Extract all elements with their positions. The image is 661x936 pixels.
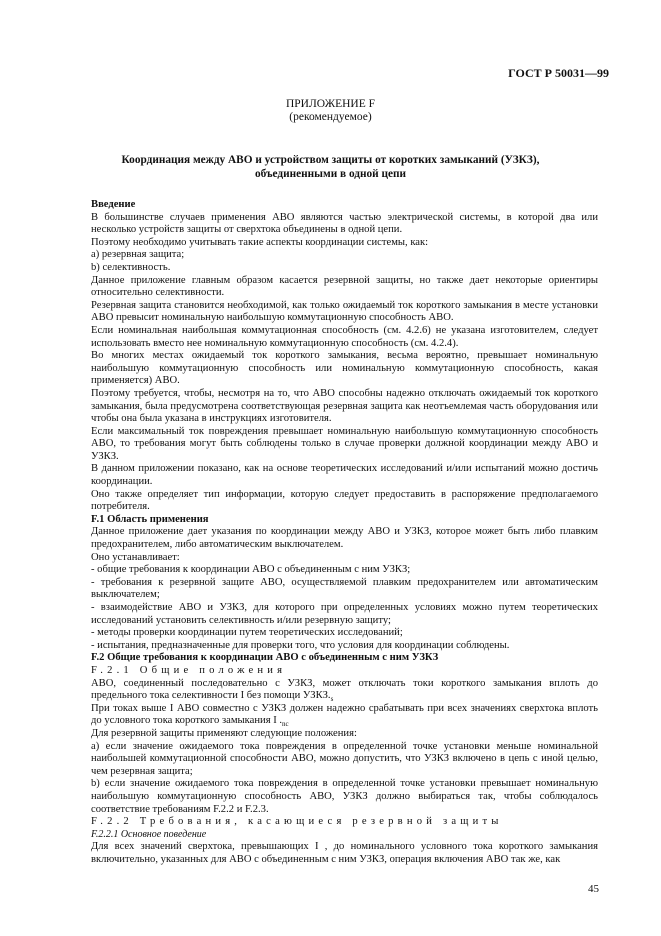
paragraph: Оно устанавливает: xyxy=(91,551,180,563)
section-title-line-1: Координация между АВО и устройством защиты от коротких замыканий (УЗКЗ), xyxy=(121,154,540,166)
paragraph xyxy=(91,678,598,703)
heading-introduction: Введение xyxy=(91,199,136,210)
paragraph xyxy=(91,703,598,728)
document-header: ГОСТ Р 50031—99 xyxy=(508,66,609,80)
list-item: - требования к резервной защите АВО, осуществляемой плавким предохранителем или автоматическим выключателем; xyxy=(91,576,598,601)
list-item: - испытания, предназначенные для проверки того, что условия для координации соблюдены. xyxy=(91,639,510,651)
paragraph: Резервная защита становится необходимой, как только ожидаемый ток короткого замыкания в месте установки АВО превысит номинальную наибольшую коммутационную способность АВО. xyxy=(91,299,598,324)
paragraph: Данное приложение главным образом касается резервной защиты, но также дает некоторые ориентиры относительно селективности. xyxy=(91,274,598,299)
paragraph: Если максимальный ток повреждения превышает номинальную наибольшую коммутационную способность АВО, то требования могут быть соблюдены только в случае проверки должной координации между АВО и УЗКЗ. xyxy=(91,425,598,462)
paragraph-text: АВО, соединенный последовательно с УЗКЗ, может отключать токи короткого замыкания вплоть до предельного тока селективности I без помощи УЗКЗ. xyxy=(91,677,598,702)
subscript-s: s xyxy=(330,695,334,704)
paragraph: Для резервной защиты применяют следующие положения: xyxy=(91,727,357,739)
heading-f21-general: F.2.1 Общие положения xyxy=(91,664,287,676)
paragraph: Если номинальная наибольшая коммутационная способность (см. 4.2.6) не указана изготовителем, следует использовать вместо нее номинальную коммутационную способность (см. 4.2.4). xyxy=(91,324,598,349)
appendix-status: (рекомендуемое) xyxy=(289,111,372,123)
heading-f1-scope: F.1 Область применения xyxy=(91,513,209,525)
paragraph: Для всех значений сверхтока, превышающих I , до номинального условного тока короткого замыкания включительно, указанных для АВО с объединенным с ним УЗКЗ, операция включения АВО так же, как xyxy=(91,841,598,865)
paragraph: Оно также определяет тип информации, которую следует предоставить в распоряжение предполагаемого потребителя. xyxy=(91,488,598,513)
paragraph-text: При токах выше I АВО совместно с УЗКЗ должен надежно срабатывать при всех значениях сверхтока вплоть до условного тока короткого замыкания I . xyxy=(91,702,598,727)
list-item: - методы проверки координации путем теоретических исследований; xyxy=(91,627,403,639)
subscript-nc: nc xyxy=(282,720,289,729)
heading-f2-general-requirements: F.2 Общие требования к координации АВО с объединенным с ним УЗКЗ xyxy=(91,652,439,664)
list-item: - взаимодействие АВО и УЗКЗ, для которого при определенных условиях можно путем теоретических исследований установить селективность и/или резервную защиту; xyxy=(91,602,598,626)
paragraph: В данном приложении показано, как на основе теоретических исследований и/или испытаний можно достичь координации. xyxy=(91,463,598,488)
heading-f22-backup: F.2.2 Требования, касающиеся резервной защиты xyxy=(91,816,503,828)
body-text xyxy=(91,199,598,866)
heading-f221-basic-behaviour: F.2.2.1 Основное поведение xyxy=(91,828,207,840)
paragraph: Поэтому необходимо учитывать такие аспекты координации системы, как: xyxy=(91,236,429,248)
list-item: b) селективность. xyxy=(91,261,171,273)
list-item: a) резервная защита; xyxy=(91,249,185,261)
appendix-label: ПРИЛОЖЕНИЕ F xyxy=(285,98,376,110)
list-item: b) если значение ожидаемого тока повреждения в определенной точке установки превышает номинальную наибольшую коммутационную способность АВО, УЗКЗ должно выбираться так, чтобы соблюдалось соответствие требованиям F.2.2 и F.2.3. xyxy=(91,778,598,815)
paragraph: Во многих местах ожидаемый ток короткого замыкания, весьма вероятно, превышает номинальную наибольшую коммутационную способность или номинальную коммутационную способность, какая применяется) АВО. xyxy=(91,350,598,387)
paragraph: Данное приложение дает указания по координации между АВО и УЗКЗ, которое может быть либо плавким предохранителем, либо автоматическим выключателем. xyxy=(91,526,598,551)
list-item: - общие требования к координации АВО с объединенным с ним УЗКЗ; xyxy=(91,564,411,576)
paragraph: В большинстве случаев применения АВО являются частью электрической системы, в которой два или несколько устройств защиты от сверхтока объединены в одной цепи. xyxy=(91,211,598,236)
paragraph: Поэтому требуется, чтобы, несмотря на то, что АВО способны надежно отключать ожидаемый ток короткого замыкания, была предусмотрена соответствующая резервная защита как неотъемлемая часть оборудования или чтобы она была указана в инструкциях изготовителя. xyxy=(91,387,598,425)
list-item: a) если значение ожидаемого тока повреждения в определенной точке установки меньше номинальной наибольшей коммутационной способности АВО, можно допустить, что УЗКЗ включено в цепь с иной целью, чем резервная защита; xyxy=(91,740,598,777)
page-number: 45 xyxy=(588,883,599,895)
section-title-line-2: объединенными в одной цепи xyxy=(254,168,407,180)
